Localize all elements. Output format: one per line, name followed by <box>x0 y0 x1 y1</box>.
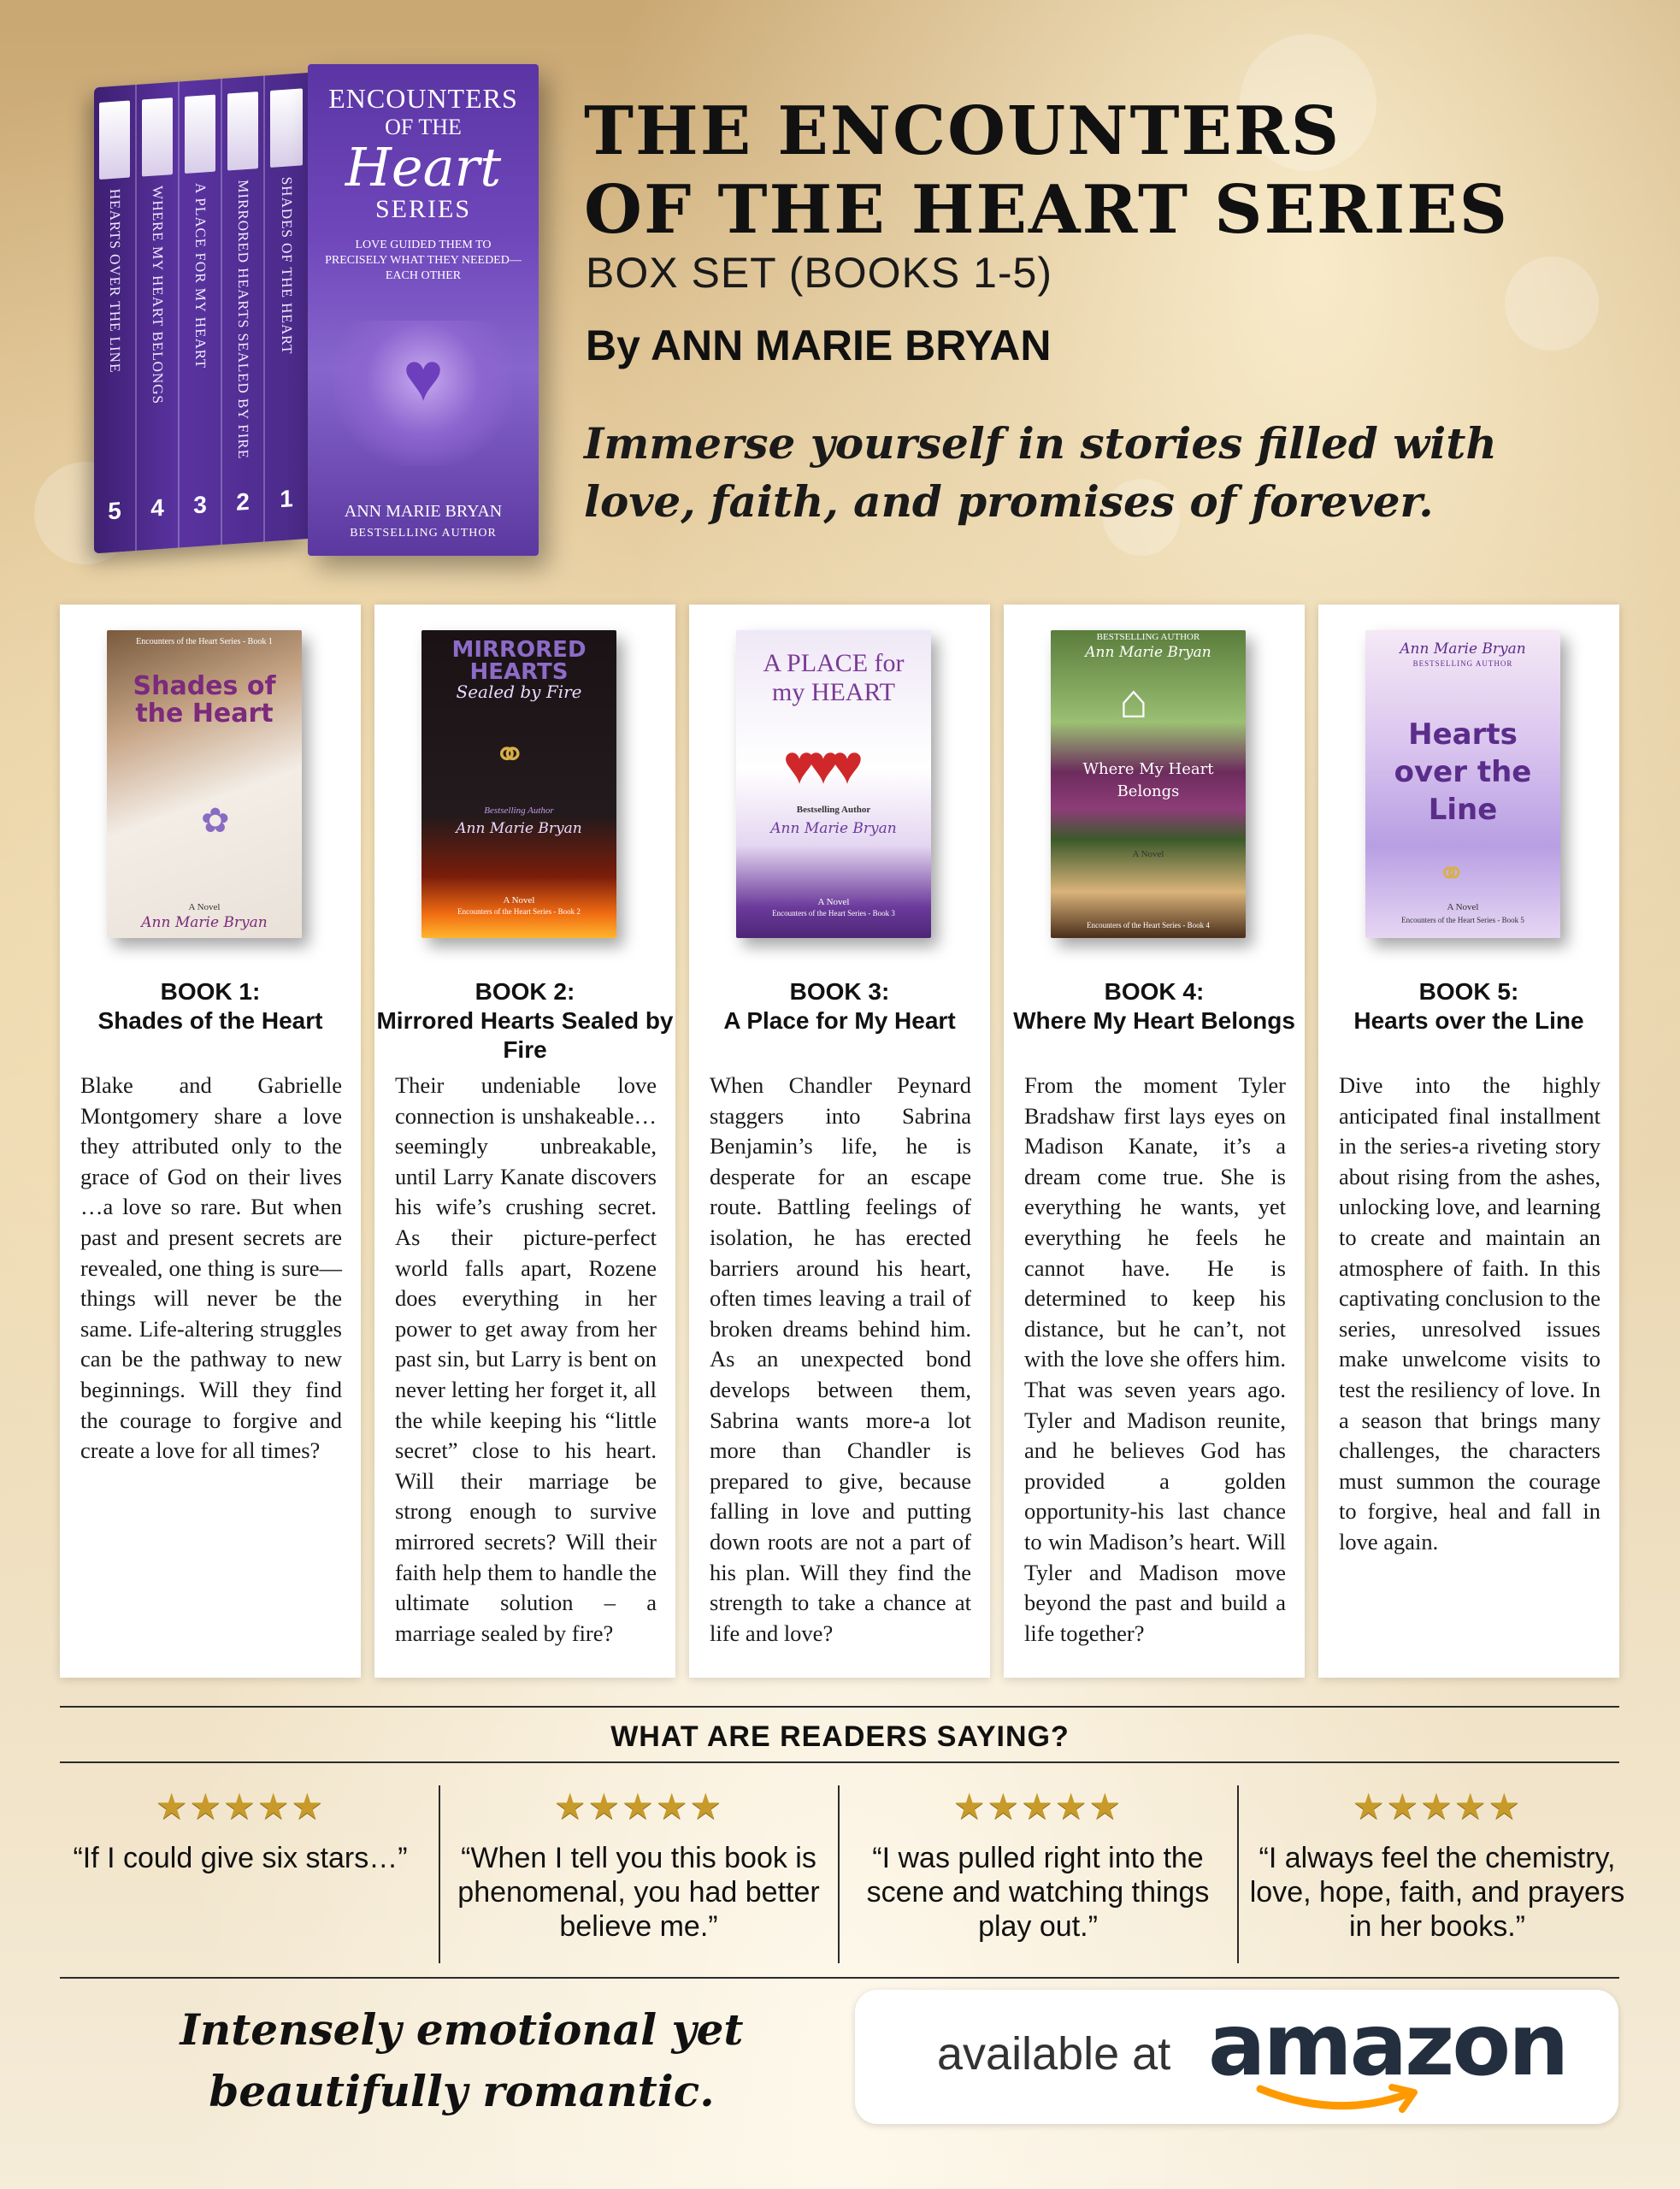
page-subtitle: BOX SET (BOOKS 1-5) <box>586 249 1053 297</box>
book-1-description: Blake and Gabrielle Montgomery share a love they attributed only to the grace of God on their lives …a love so rare. But when past and present secrets are revealed, one thing is sure—things will never be the same. Life-altering struggles can be the pathway to new beginnings. Will they find the courage to forgive and create a love for all times? <box>80 1072 342 1464</box>
header-tagline: Immerse yourself in stories filled with love, faith, and promises of forever. <box>584 418 1497 527</box>
book-card-2 <box>374 605 675 1678</box>
divider <box>60 1761 1619 1763</box>
book-2-heading: BOOK 2: Mirrored Hearts Sealed by Fire <box>376 978 674 1063</box>
red-hearts-icon: ♥♥♥ <box>783 734 855 795</box>
book-4-heading: BOOK 4: Where My Heart Belongs <box>1013 978 1295 1034</box>
book-cards <box>60 605 1619 1678</box>
review-4: ★★★★★ “I always feel the chemistry, love, hope, faith, and prayers in her books.” <box>1238 1785 1636 1963</box>
book-card-1 <box>60 605 361 1678</box>
book-2-cover[interactable]: MIRRORED HEARTS Sealed by Fire ⚭ Bestselling Author Ann Marie Bryan A Novel Encounters of the Heart Series - Book 2 <box>421 630 616 938</box>
spine-book-1: SHADES OF THE HEART 1 <box>265 73 308 541</box>
book-1-heading: BOOK 1: Shades of the Heart <box>97 978 323 1034</box>
spine-book-4: WHERE MY HEART BELONGS 4 <box>137 81 180 550</box>
book-5-description: Dive into the highly anticipated final installment in the series-a riveting story about rising from the ashes, unlocking love, and learning to create and maintain an atmosphere of faith. In this captivating conclusion to the series, unresolved issues make unwelcome visits to test the resiliency of love. In a season that brings many challenges, the characters must summon the courage to forgive, heal and fall in love again. <box>1339 1072 1600 1555</box>
box-set-image <box>94 64 539 556</box>
book-4-cover[interactable]: BESTSELLING AUTHOR Ann Marie Bryan ⌂ Where My Heart Belongs A Novel Encounters of the Heart Series - Book 4 <box>1051 630 1246 938</box>
book-5-cover[interactable]: Ann Marie Bryan BESTSELLING AUTHOR Hearts over the Line ⚭ A Novel Encounters of the Heart Series - Book 5 <box>1365 630 1560 938</box>
wedding-rings-icon: ⚭ <box>493 732 527 776</box>
box-heart-artwork <box>333 321 513 466</box>
book-3-cover[interactable]: A PLACE for my HEART ♥♥♥ Bestselling Author Ann Marie Bryan A Novel Encounters of the Heart Series - Book 3 <box>736 630 931 938</box>
box-set-front-cover: ENCOUNTERS OF THE Heart SERIES LOVE GUIDED THEM TO PRECISELY WHAT THEY NEEDED—EACH OTHER ♥ ANN MARIE BRYAN BESTSELLING AUTHOR <box>308 64 539 556</box>
divider <box>60 1706 1619 1708</box>
book-3-description: When Chandler Peynard staggers into Sabrina Benjamin’s life, he is desperate for an escape route. Battling feelings of isolation, he has erected barriers around his heart, often times leaving a trail of broken dreams behind him. As an unexpected bond develops between them, Sabrina wants more-a lot more than Chandler is prepared to give, because falling in love and putting down roots are not a part of his plan. Will they find the strength to take a chance at life and love? <box>710 1072 971 1646</box>
spine-book-5: HEARTS OVER THE LINE 5 <box>94 85 137 553</box>
spine-book-3: A PLACE FOR MY HEART 3 <box>180 79 222 547</box>
amazon-logo: amazon <box>1208 1995 1567 2095</box>
five-stars-icon: ★★★★★ <box>553 1786 724 1826</box>
book-card-5 <box>1318 605 1619 1678</box>
footer-tagline: Intensely emotional yet beautifully romantic. <box>180 2004 744 2116</box>
readers-heading: WHAT ARE READERS SAYING? <box>610 1720 1070 1753</box>
book-1-cover[interactable]: Encounters of the Heart Series - Book 1 Shades of the Heart ✿ A Novel Ann Marie Bryan <box>107 630 302 938</box>
spine-book-2: MIRRORED HEARTS SEALED BY FIRE 2 <box>222 75 265 544</box>
amazon-smile-icon <box>1255 2084 1426 2118</box>
wedding-rings-icon: ⚭ <box>1437 855 1466 893</box>
book-2-description: Their undeniable love connection is unshakeable… seemingly unbreakable, until Larry Kanate discovers his wife’s crushing secret. As their picture-perfect world falls apart, Rozene does everything in her power to get away from her past sin, but Larry is bent on never letting her forget it, all the while keeping his “little secret” close to his heart. Will their marriage be strong enough to survive mirrored secrets? Will their faith help them to handle the ultimate solution – a marriage sealed by fire? <box>395 1072 657 1646</box>
box-set-spines <box>94 73 308 553</box>
five-stars-icon: ★★★★★ <box>155 1786 326 1826</box>
book-3-heading: BOOK 3: A Place for My Heart <box>723 978 956 1034</box>
divider <box>60 1977 1619 1979</box>
review-1: ★★★★★ “If I could give six stars…” <box>41 1785 439 1963</box>
available-at-label: available at <box>937 2028 1171 2080</box>
review-3: ★★★★★ “I was pulled right into the scene and watching things play out.” <box>839 1785 1237 1963</box>
gazebo-icon: ⌂ <box>1119 674 1148 728</box>
amazon-button[interactable] <box>855 1990 1618 2124</box>
author-byline: By ANN MARIE BRYAN <box>586 322 1052 369</box>
book-4-description: From the moment Tyler Bradshaw first lays eyes on Madison Kanate, it’s a dream come true. She is everything he wants, yet everything he feels he cannot have. He is determined to keep his distance, but he can’t, not with the love she offers him. That was seven years ago. Tyler and Madison reunite, and he believes God has provided a golden opportunity-his last chance to win Madison’s heart. Will Tyler and Madison move beyond the past and build a life together? <box>1024 1072 1286 1646</box>
review-2: ★★★★★ “When I tell you this book is phenomenal, you had better believe me.” <box>439 1785 838 1963</box>
lavender-icon: ✿ <box>201 802 230 840</box>
bokeh-light <box>1505 257 1599 351</box>
five-stars-icon: ★★★★★ <box>952 1786 1123 1826</box>
book-card-3 <box>689 605 990 1678</box>
heart-icon: ♥ <box>403 339 444 415</box>
page-title: THE ENCOUNTERS OF THE HEART SERIES <box>584 92 1510 249</box>
five-stars-icon: ★★★★★ <box>1352 1786 1523 1826</box>
book-5-heading: BOOK 5: Hearts over the Line <box>1353 978 1584 1034</box>
book-card-4 <box>1004 605 1305 1678</box>
